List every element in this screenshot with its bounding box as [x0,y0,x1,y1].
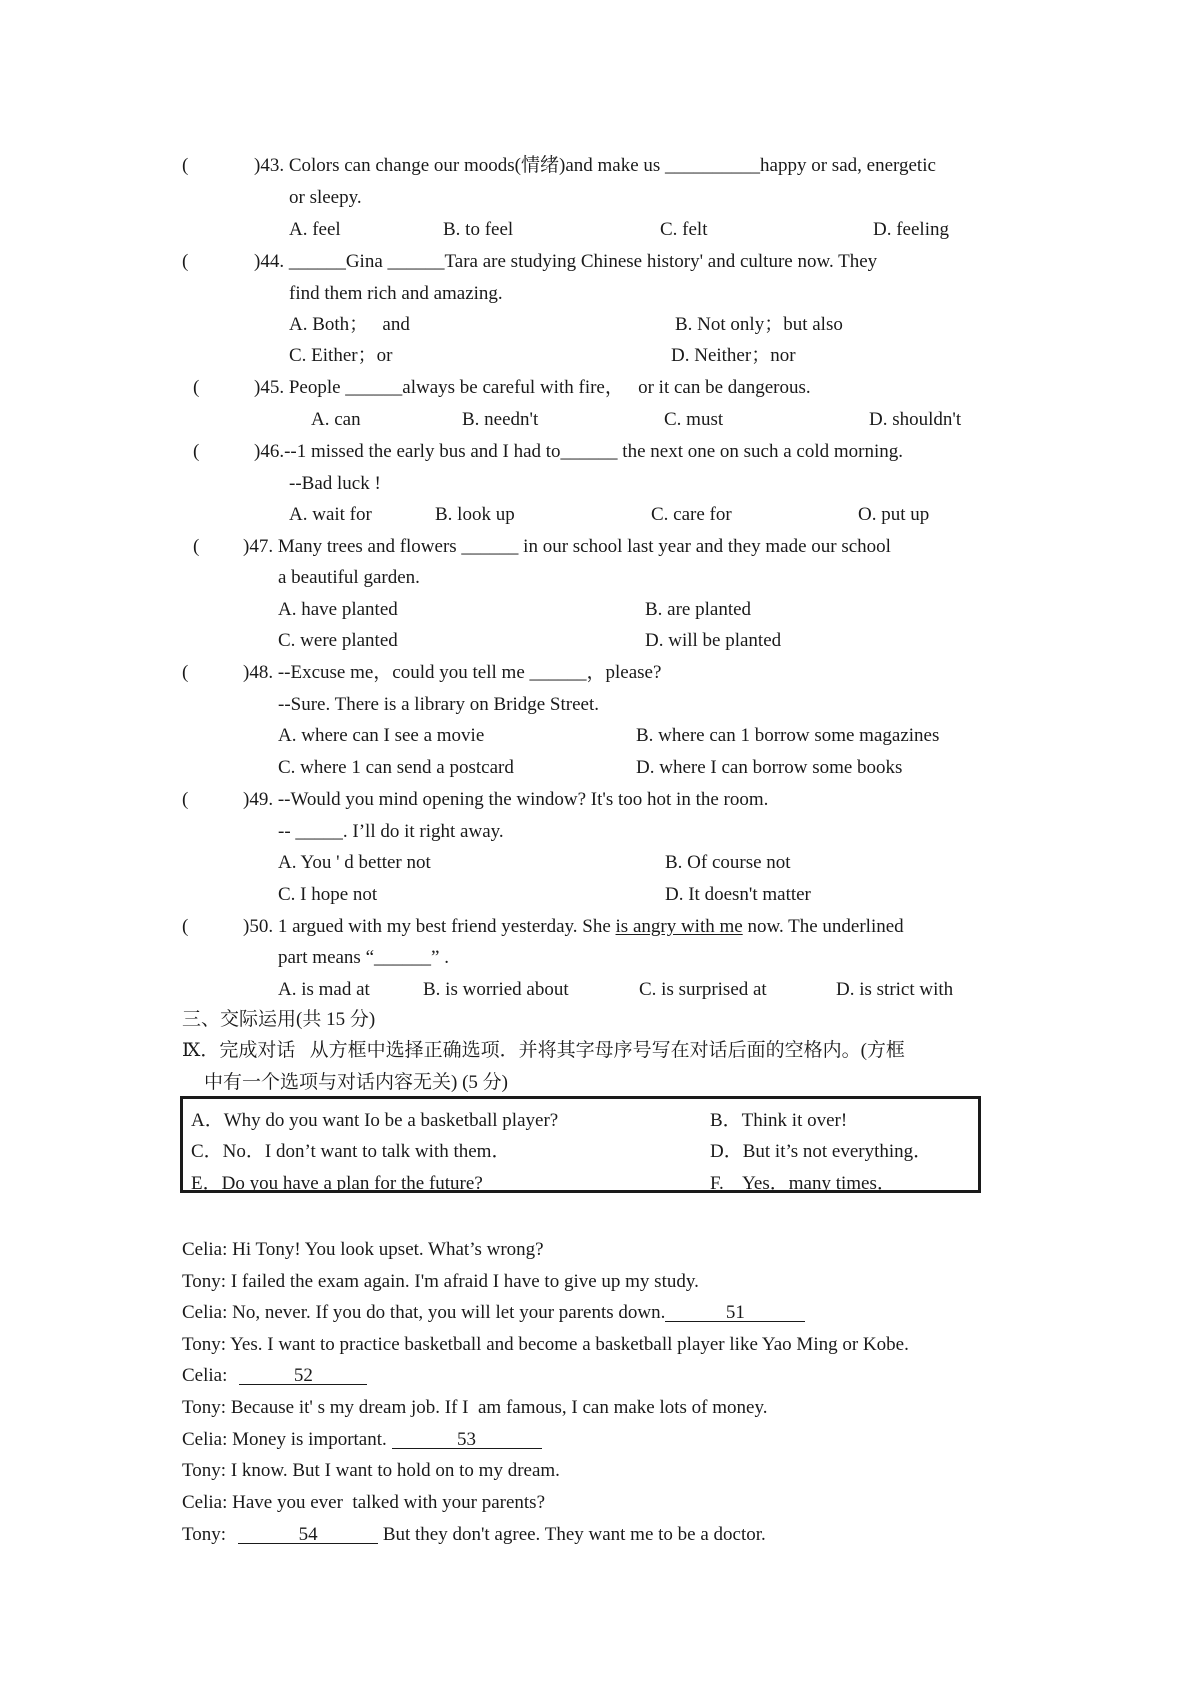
dialogue-line [182,1493,545,1512]
q46-stem-cont: --Bad luck ! [289,473,381,494]
q48-option-d: D. where I can borrow some books [636,757,903,778]
q50-stem [243,917,904,936]
q48-option-a: A. where can I see a movie [278,725,485,746]
q48-option-c: C. where 1 can send a postcard [278,757,514,778]
q43-stem [254,156,936,175]
dialogue-line [182,1398,768,1417]
q43-stem-after: happy or sad, energetic [760,155,936,176]
q43-option-c: C. felt [660,219,708,240]
q50-stem-text: )50. 1 argued with my best friend yesterday. She [243,916,616,937]
q49-option-b: B. Of course not [665,852,791,873]
dialogue-text: Money is important. [232,1429,392,1450]
q48-stem-cont: --Sure. There is a library on Bridge Street. [278,694,599,715]
dialogue-line [182,1335,909,1354]
q45-option-a: A. can [311,409,361,430]
speaker: Tony: [182,1271,227,1292]
q47-option-a: A. have planted [278,599,398,620]
q47-stem: )47. Many trees and flowers ______ in our school last year and they made our school [243,536,891,557]
q46-option-d: O. put up [858,504,930,525]
q43-stem-cont: or sleepy. [289,187,362,208]
speaker: Celia: [182,1492,228,1513]
q46-stem: )46.--1 missed the early bus and I had to______ the next one on such a cold morning. [254,441,904,462]
q48-stem: )48. --Excuse me，could you tell me ______，please? [243,662,662,683]
q43-option-d: D. feeling [873,219,949,240]
q45-option-b: B. needn't [462,409,539,430]
q49-stem-cont: -- _____. I’ll do it right away. [278,821,504,842]
dialogue-line [182,1366,367,1385]
speaker: Tony: [182,1334,227,1355]
q45-option-d: D. shouldn't [869,409,962,430]
q45-option-c: C. must [664,409,724,430]
q43-paren: ( [182,155,189,176]
q44-paren: ( [182,251,189,272]
q44-option-a: A. Both； and [289,314,410,335]
q49-paren: ( [182,789,189,810]
q44-option-b: B. Not only；but also [675,314,843,335]
q48-option-b: B. where can 1 borrow some magazines [636,725,940,746]
q47-option-c: C. were planted [278,630,398,651]
dialogue-line [182,1303,805,1322]
q47-option-d: D. will be planted [645,630,782,651]
q50-option-c: C. is surprised at [639,979,767,1000]
dialogue-line [182,1240,544,1259]
speaker: Celia: [182,1302,228,1323]
q47-option-b: B. are planted [645,599,752,620]
dialogue-text: I know. But I want to hold on to my dream. [230,1460,560,1481]
answer-blank-51[interactable] [665,1303,805,1322]
q49-option-d: D. It doesn't matter [665,884,811,905]
q43-option-a: A. feel [289,219,341,240]
q45-stem: )45. People ______always be careful with fire， or it can be dangerous. [254,377,811,398]
box-option-d: D．But it’s not everything． [710,1141,933,1162]
q44-stem-cont: find them rich and amazing. [289,283,503,304]
speaker: Celia: [182,1239,228,1260]
q43-blank: __________ [665,155,761,176]
q50-stem-cont: part means “______” . [278,947,449,968]
blank-number: 54 [298,1524,318,1545]
q44-option-c: C. Either；or [289,345,393,366]
answer-blank-54[interactable] [238,1525,378,1544]
dialogue-text: Hi Tony! You look upset. What’s wrong? [232,1239,544,1260]
dialogue-text: Have you ever talked with your parents? [232,1492,546,1513]
q49-option-a: A. You ' d better not [278,852,431,873]
dialogue-text: Because it' s my dream job. If I am famous, I can make lots of money. [230,1397,768,1418]
dialogue-text: No, never. If you do that, you will let your parents down. [232,1302,666,1323]
speaker: Celia: [182,1429,228,1450]
q46-option-a: A. wait for [289,504,372,525]
q48-paren: ( [182,662,189,683]
q44-option-d: D. Neither；nor [671,345,796,366]
blank-number: 52 [293,1365,313,1386]
q50-underlined-phrase: is angry with me [615,916,743,937]
q43-option-b: B. to feel [443,219,514,240]
dialogue-line [182,1272,699,1291]
blank-number: 53 [457,1429,477,1450]
speaker: Celia: [182,1365,228,1386]
q44-stem: )44. ______Gina ______Tara are studying Chinese history' and culture now. They [254,251,878,272]
speaker: Tony: [182,1397,227,1418]
q47-stem-cont: a beautiful garden. [278,567,420,588]
box-option-b: B．Think it over! [710,1110,848,1131]
box-option-c: C．No．I don’t want to talk with them． [191,1141,511,1162]
q50-option-a: A. is mad at [278,979,370,1000]
blank-number: 51 [725,1302,745,1323]
q46-option-c: C. care for [651,504,732,525]
q45-paren: ( [193,377,200,398]
q50-stem-after: now. The underlined [742,916,904,937]
box-option-f: F. Yes．many times． [710,1173,896,1194]
dialogue-text: I failed the exam again. I'm afraid I have to give up my study. [230,1271,699,1292]
dialogue-text: Yes. I want to practice basketball and become a basketball player like Yao Ming or Kobe. [230,1334,909,1355]
q49-option-c: C. I hope not [278,884,378,905]
q47-paren: ( [193,536,200,557]
q46-option-b: B. look up [435,504,515,525]
answer-blank-53[interactable] [392,1430,542,1449]
q50-paren: ( [182,916,189,937]
speaker: Tony: [182,1524,227,1545]
dialogue-line [182,1525,766,1544]
box-option-a: A．Why do you want Io be a basketball player? [191,1110,559,1131]
dialogue-text: But they don't agree. They want me to be a doctor. [378,1524,766,1545]
answer-blank-52[interactable] [239,1366,367,1385]
q50-option-b: B. is worried about [423,979,569,1000]
section9-title-cont: 中有一个选项与对话内容无关) (5 分) [204,1072,508,1093]
q46-paren: ( [193,441,200,462]
box-option-e: E．Do you have a plan for the future? [191,1173,483,1194]
dialogue-line [182,1430,542,1449]
section9-title: Ⅸ．完成对话 从方框中选择正确选项．并将其字母序号写在对话后面的空格内。(方框 [182,1040,905,1061]
q49-stem: )49. --Would you mind opening the window? It's too hot in the room. [243,789,769,810]
dialogue-line [182,1461,560,1480]
q50-option-d: D. is strict with [836,979,954,1000]
speaker: Tony: [182,1460,227,1481]
q43-stem-text: )43. Colors can change our moods(情绪)and make us [254,155,666,176]
section3-title: 三、交际运用(共 15 分) [182,1009,376,1030]
